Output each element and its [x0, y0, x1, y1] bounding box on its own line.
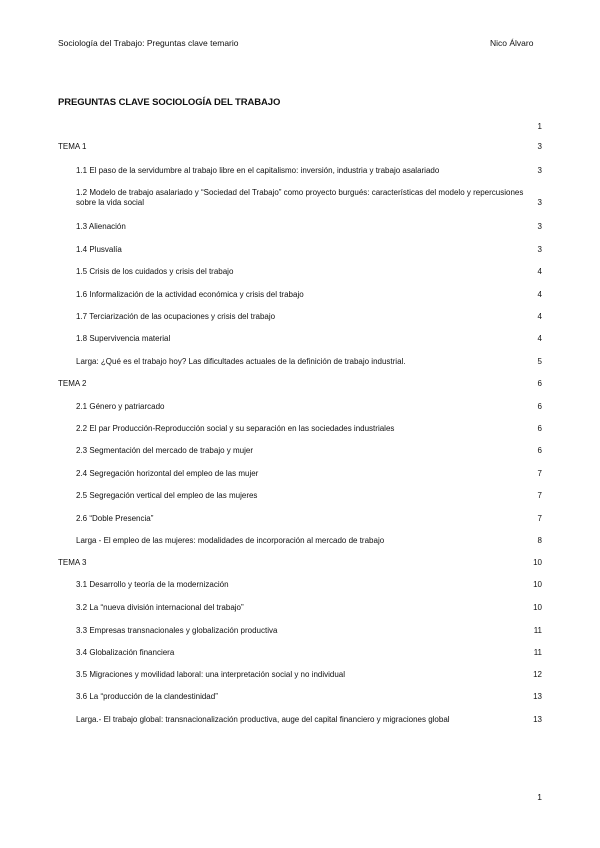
- toc-entry[interactable]: 1.8 Supervivencia material: [76, 334, 171, 343]
- toc-page[interactable]: 6: [537, 446, 542, 455]
- toc-page[interactable]: 11: [533, 648, 542, 657]
- toc-page[interactable]: 10: [533, 580, 542, 589]
- toc-entry[interactable]: 1.5 Crisis de los cuidados y crisis del trabajo: [76, 267, 234, 276]
- toc-page[interactable]: 8: [537, 536, 542, 545]
- toc-page[interactable]: 7: [537, 514, 542, 523]
- toc-entry[interactable]: 3.2 La “nueva división internacional del trabajo”: [76, 603, 244, 612]
- toc-entry[interactable]: 2.2 El par Producción-Reproducción social y su separación en las sociedades industriales: [76, 424, 395, 433]
- toc-entry[interactable]: 1.2 Modelo de trabajo asalariado y “Sociedad del Trabajo” como proyecto burgués: características del modelo y repercusiones sobre la vida social: [76, 188, 524, 207]
- header-author: Nico Álvaro: [490, 38, 534, 48]
- footer-page-number: 1: [537, 792, 542, 802]
- toc-page[interactable]: 3: [537, 198, 542, 207]
- toc-page[interactable]: 11: [533, 626, 542, 635]
- toc-entry[interactable]: 1.7 Terciarización de las ocupaciones y crisis del trabajo: [76, 312, 276, 321]
- toc-page[interactable]: 6: [537, 379, 542, 388]
- toc-page[interactable]: 10: [533, 603, 542, 612]
- toc-entry[interactable]: 1.3 Alienación: [76, 222, 126, 231]
- toc-entry-tema2[interactable]: TEMA 2: [58, 379, 87, 388]
- toc-page[interactable]: 4: [537, 312, 542, 321]
- toc-entry[interactable]: 2.5 Segregación vertical del empleo de las mujeres: [76, 491, 258, 500]
- toc-page[interactable]: 7: [537, 491, 542, 500]
- toc-page[interactable]: 10: [533, 558, 542, 567]
- toc-page[interactable]: 5: [537, 357, 542, 366]
- toc-entry[interactable]: Larga.- El trabajo global: transnacionalización productiva, auge del capital financiero y migraciones global: [76, 715, 450, 724]
- toc-page[interactable]: 6: [537, 424, 542, 433]
- toc-entry[interactable]: Larga - El empleo de las mujeres: modalidades de incorporación al mercado de trabajo: [76, 536, 385, 545]
- toc-entry[interactable]: 3.1 Desarrollo y teoría de la modernización: [76, 580, 229, 589]
- toc-page[interactable]: 3: [537, 142, 542, 151]
- header-left: Sociología del Trabajo: Preguntas clave temario: [58, 38, 239, 48]
- toc-page[interactable]: 6: [537, 402, 542, 411]
- toc-entry-tema3[interactable]: TEMA 3: [58, 558, 87, 567]
- toc-entry[interactable]: 2.3 Segmentación del mercado de trabajo y mujer: [76, 446, 253, 455]
- toc-page[interactable]: 12: [533, 670, 542, 679]
- toc-entry[interactable]: 3.5 Migraciones y movilidad laboral: una interpretación social y no individual: [76, 670, 346, 679]
- toc-entry[interactable]: 2.4 Segregación horizontal del empleo de las mujer: [76, 469, 259, 478]
- toc-entry[interactable]: 3.6 La “producción de la clandestinidad”: [76, 692, 218, 701]
- toc-entry[interactable]: 1.4 Plusvalía: [76, 245, 122, 254]
- toc-page[interactable]: 13: [533, 715, 542, 724]
- document-title: PREGUNTAS CLAVE SOCIOLOGÍA DEL TRABAJO: [58, 97, 281, 108]
- toc-entry[interactable]: 3.4 Globalización financiera: [76, 648, 175, 657]
- toc-page[interactable]: 3: [537, 245, 542, 254]
- toc-page[interactable]: 3: [537, 222, 542, 231]
- toc-page[interactable]: 4: [537, 267, 542, 276]
- toc-page[interactable]: 4: [537, 334, 542, 343]
- toc-entry[interactable]: Larga: ¿Qué es el trabajo hoy? Las dificultades actuales de la definición de trabajo industrial.: [76, 357, 406, 366]
- toc-entry[interactable]: 1.1 El paso de la servidumbre al trabajo libre en el capitalismo: inversión, industria y trabajo asalariado: [76, 166, 440, 175]
- toc-page[interactable]: 1: [537, 122, 542, 131]
- toc-page[interactable]: 3: [537, 166, 542, 175]
- toc-entry[interactable]: 2.6 “Doble Presencia”: [76, 514, 154, 523]
- toc-entry-tema1[interactable]: TEMA 1: [58, 142, 87, 151]
- toc-entry[interactable]: 3.3 Empresas transnacionales y globalización productiva: [76, 626, 278, 635]
- toc-entry[interactable]: 2.1 Género y patriarcado: [76, 402, 165, 411]
- toc-entry[interactable]: 1.6 Informalización de la actividad económica y crisis del trabajo: [76, 290, 304, 299]
- toc-page[interactable]: 4: [537, 290, 542, 299]
- toc-page[interactable]: 7: [537, 469, 542, 478]
- toc-page[interactable]: 13: [533, 692, 542, 701]
